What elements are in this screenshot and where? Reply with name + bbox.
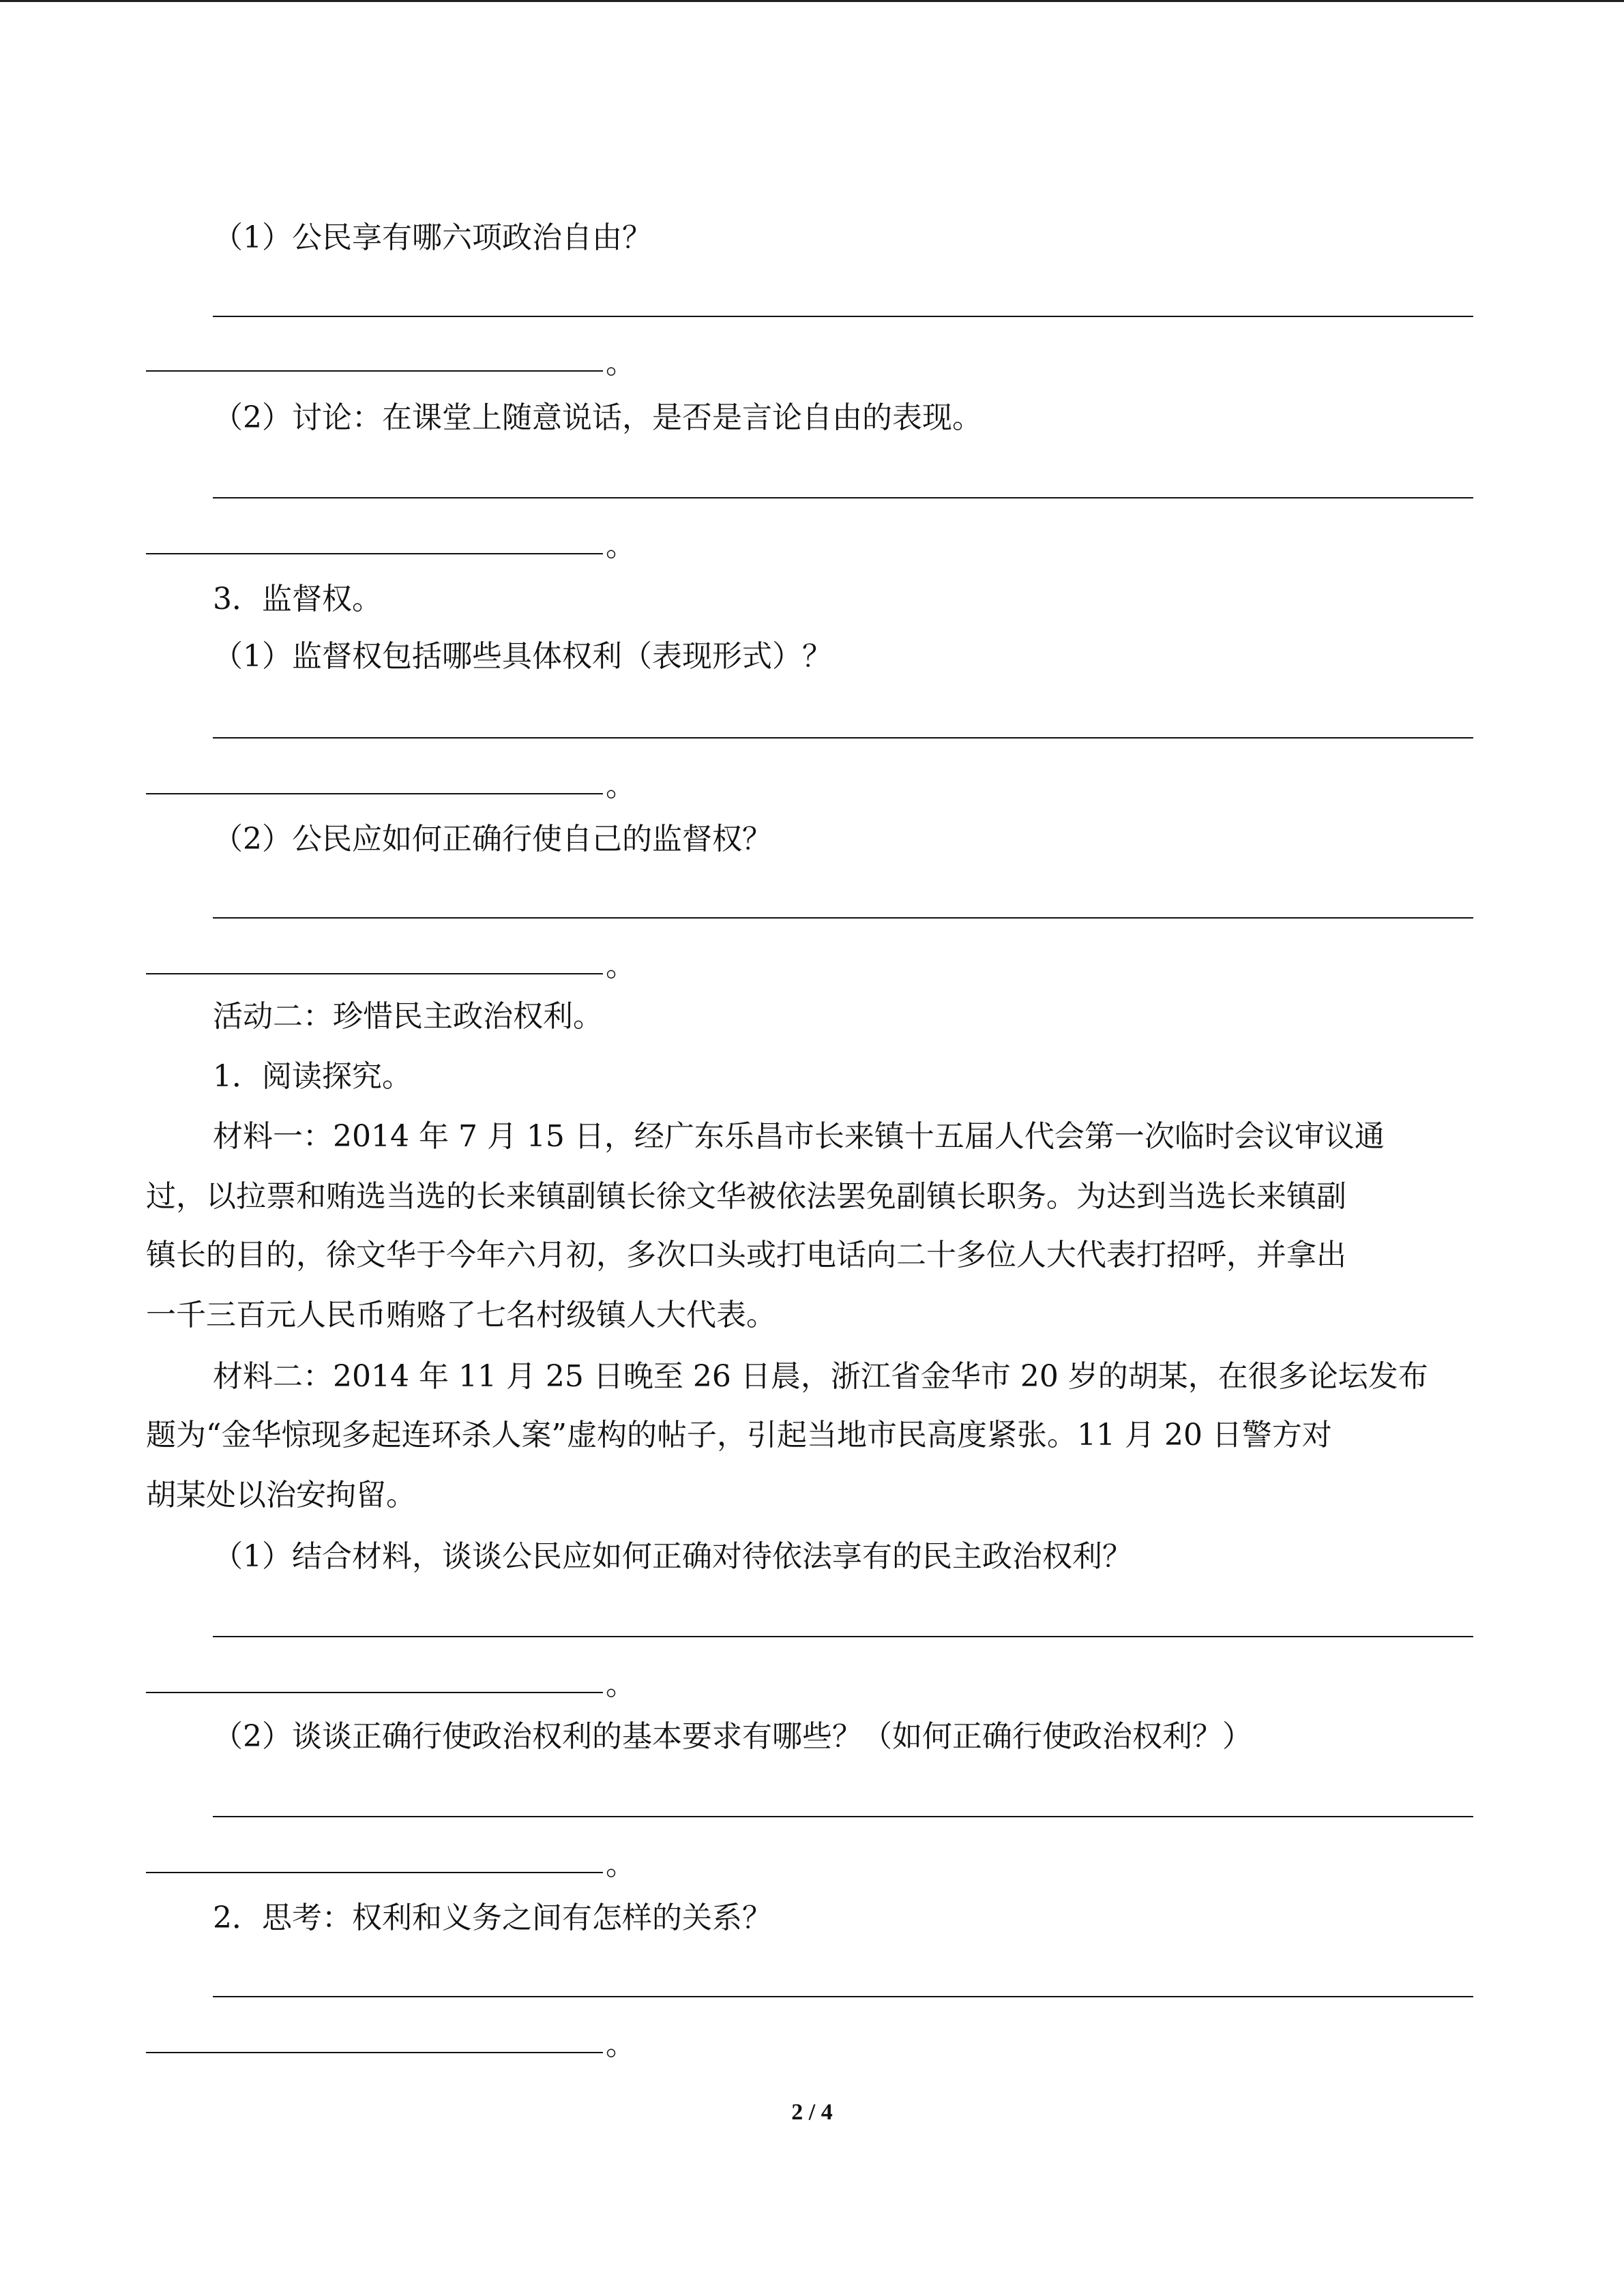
answer-blank-line[interactable] <box>213 316 1473 317</box>
answer-blank-short[interactable] <box>146 1832 636 1882</box>
question-text: （2）公民应如何正确行使自己的监督权？ <box>213 822 772 856</box>
blank-end-mark: 。 <box>606 1847 636 1882</box>
material-paragraph-line: 材料一：2014 年 7 月 15 日，经广东乐昌市长来镇十五届人代会第一次临时会议审议通 <box>213 1119 1385 1154</box>
answer-blank-short[interactable] <box>146 513 636 563</box>
question-text: （1）结合材料，谈谈公民应如何正确对待依法享有的民主政治权利？ <box>213 1539 1132 1574</box>
answer-blank-short[interactable] <box>146 754 636 803</box>
answer-blank-line[interactable] <box>213 917 1473 919</box>
question-text: （1）公民享有哪六项政治自由？ <box>213 220 652 255</box>
material-paragraph-line: 过，以拉票和贿选当选的长来镇副镇长徐文华被依法罢免副镇长职务。为达到当选长来镇副 <box>146 1179 1346 1214</box>
material-paragraph-line: 题为“金华惊现多起连环杀人案”虚构的帖子，引起当地市民高度紧张。11 月 20 日警方对 <box>146 1418 1332 1452</box>
blank-end-mark: 。 <box>606 769 636 803</box>
answer-blank-line[interactable] <box>213 1636 1473 1637</box>
answer-blank-underline[interactable] <box>146 973 603 974</box>
blank-end-mark: 。 <box>606 1667 636 1702</box>
section-heading: 3．监督权。 <box>213 582 382 616</box>
blank-end-mark: 。 <box>606 346 636 381</box>
answer-blank-line[interactable] <box>213 737 1473 739</box>
material-paragraph-line: 胡某处以治安拘留。 <box>146 1478 416 1512</box>
answer-blank-underline[interactable] <box>146 1872 603 1873</box>
answer-blank-line[interactable] <box>213 1996 1473 1997</box>
answer-blank-underline[interactable] <box>146 2052 603 2053</box>
blank-end-mark: 。 <box>606 2027 636 2062</box>
page-number: 2 / 4 <box>791 2100 833 2125</box>
material-paragraph-line: 镇长的目的，徐文华于今年六月初，多次口头或打电话向二十多位人大代表打招呼，并拿出 <box>146 1238 1346 1272</box>
answer-blank-underline[interactable] <box>146 370 603 372</box>
answer-blank-underline[interactable] <box>146 1692 603 1693</box>
material-paragraph-line: 一千三百元人民币贿赂了七名村级镇人大代表。 <box>146 1298 776 1332</box>
question-text: （2）讨论：在课堂上随意说话，是否是言论自由的表现。 <box>213 400 982 435</box>
question-text: 2．思考：权利和义务之间有怎样的关系？ <box>213 1900 772 1935</box>
answer-blank-short[interactable] <box>146 331 636 381</box>
material-paragraph-line: 材料二：2014 年 11 月 25 日晚至 26 日晨，浙江省金华市 20 岁的胡某，在很多论坛发布 <box>213 1359 1428 1394</box>
answer-blank-underline[interactable] <box>146 793 603 794</box>
answer-blank-short[interactable] <box>146 2012 636 2062</box>
section-heading: 1．阅读探究。 <box>213 1059 412 1094</box>
activity-heading: 活动二：珍惜民主政治权利。 <box>213 999 603 1034</box>
answer-blank-underline[interactable] <box>146 553 603 554</box>
blank-end-mark: 。 <box>606 528 636 563</box>
answer-blank-short[interactable] <box>146 934 636 983</box>
blank-end-mark: 。 <box>606 949 636 983</box>
answer-blank-line[interactable] <box>213 1816 1473 1817</box>
question-text: （2）谈谈正确行使政治权利的基本要求有哪些？（如何正确行使政治权利？） <box>213 1719 1252 1754</box>
answer-blank-short[interactable] <box>146 1652 636 1702</box>
answer-blank-line[interactable] <box>213 497 1473 498</box>
question-text: （1）监督权包括哪些具体权利（表现形式）？ <box>213 639 832 674</box>
